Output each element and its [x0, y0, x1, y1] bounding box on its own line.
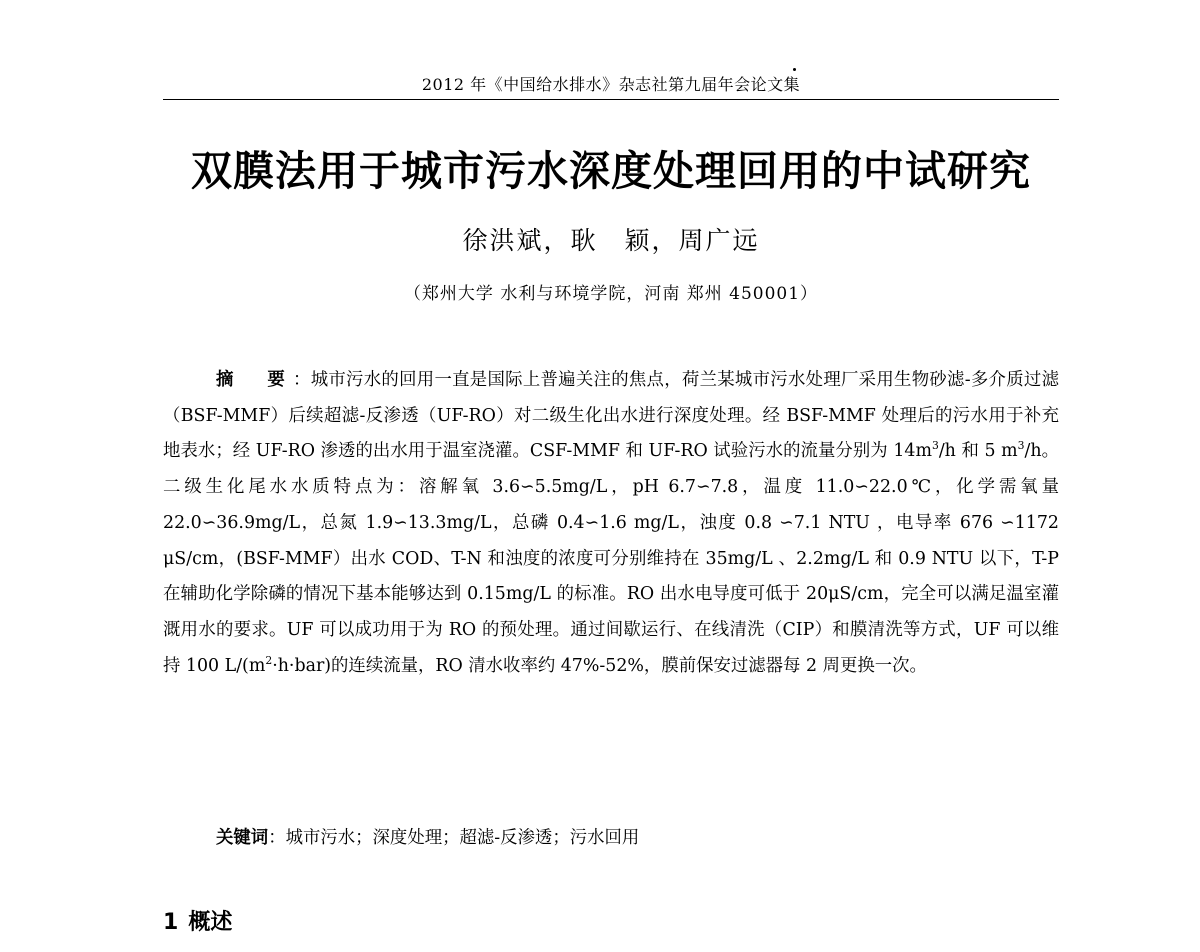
affiliation: （郑州大学 水利与环境学院，河南 郑州 450001） — [403, 284, 819, 304]
scan-speck — [793, 68, 796, 71]
keywords-text: ：城市污水；深度处理；超滤-反渗透；污水回用 — [268, 828, 640, 848]
abstract-text-part-2: /h 和 5 m — [938, 441, 1018, 462]
author-list: 徐洪斌，耿 颖，周广远 — [462, 226, 760, 255]
abstract-paragraph — [163, 363, 1059, 684]
section-number: 1 — [163, 910, 179, 935]
paper-title: 双膜法用于城市污水深度处理回用的中试研究 — [191, 147, 1031, 195]
superscript-2: 2 — [265, 653, 273, 667]
section-title: 概述 — [188, 910, 233, 935]
header-rule — [163, 99, 1059, 100]
keywords-line — [216, 824, 1059, 852]
abstract-text-part-3: /h。二级生化尾水水质特点为：溶解氧 3.6∽5.5mg/L，pH 6.7∽7.8，温度 11.0∽22.0℃，化学需氧量 22.0∽36.9mg/L，总氮 1.9∽13.3mg/L，总磷 0.4∽1.6 mg/L，浊度 0.8 ∽7.1 NTU ，电导率 676 ∽1172 μS/cm，(BSF-MMF）出水 COD、T-N 和浊度的浓度可分别维持在 35mg/L 、2.2mg/L 和 0.9 NTU 以下，T-P 在辅助化学除磷的情况下基本能够达到 0.15mg/L 的标准。RO 出水电导度可低于 20μS/cm，完全可以满足温室灌溉用水的要求。UF 可以成功用于为 RO 的预处理。通过间歇运行、在线清洗（CIP）和膜清洗等方式，UF 可以维持 100 L/(m — [163, 441, 1059, 676]
keywords-label: 关键词 — [216, 828, 269, 848]
section-heading — [163, 908, 232, 938]
abstract-label: 摘 要 — [216, 370, 294, 390]
superscript-3-a: 3 — [931, 439, 939, 453]
superscript-3-b: 3 — [1017, 439, 1025, 453]
running-header: 2012 年《中国给水排水》杂志社第九届年会论文集 — [421, 75, 801, 94]
abstract-text-part-4: ·h·bar)的连续流量，RO 清水收率约 47%-52%，膜前保安过滤器每 2 周更换一次。 — [272, 655, 927, 676]
abstract-text-part-1: ：城市污水的回用一直是国际上普遍关注的焦点，荷兰某城市污水处理厂采用生物砂滤-多介质过滤（BSF-MMF）后续超滤-反渗透（UF-RO）对二级生化出水进行深度处理。经 BSF-MMF 处理后的污水用于补充地表水；经 UF-RO 渗透的出水用于温室浇灌。CSF-MMF 和 UF-RO 试验污水的流量分别为 14m — [163, 370, 1059, 462]
